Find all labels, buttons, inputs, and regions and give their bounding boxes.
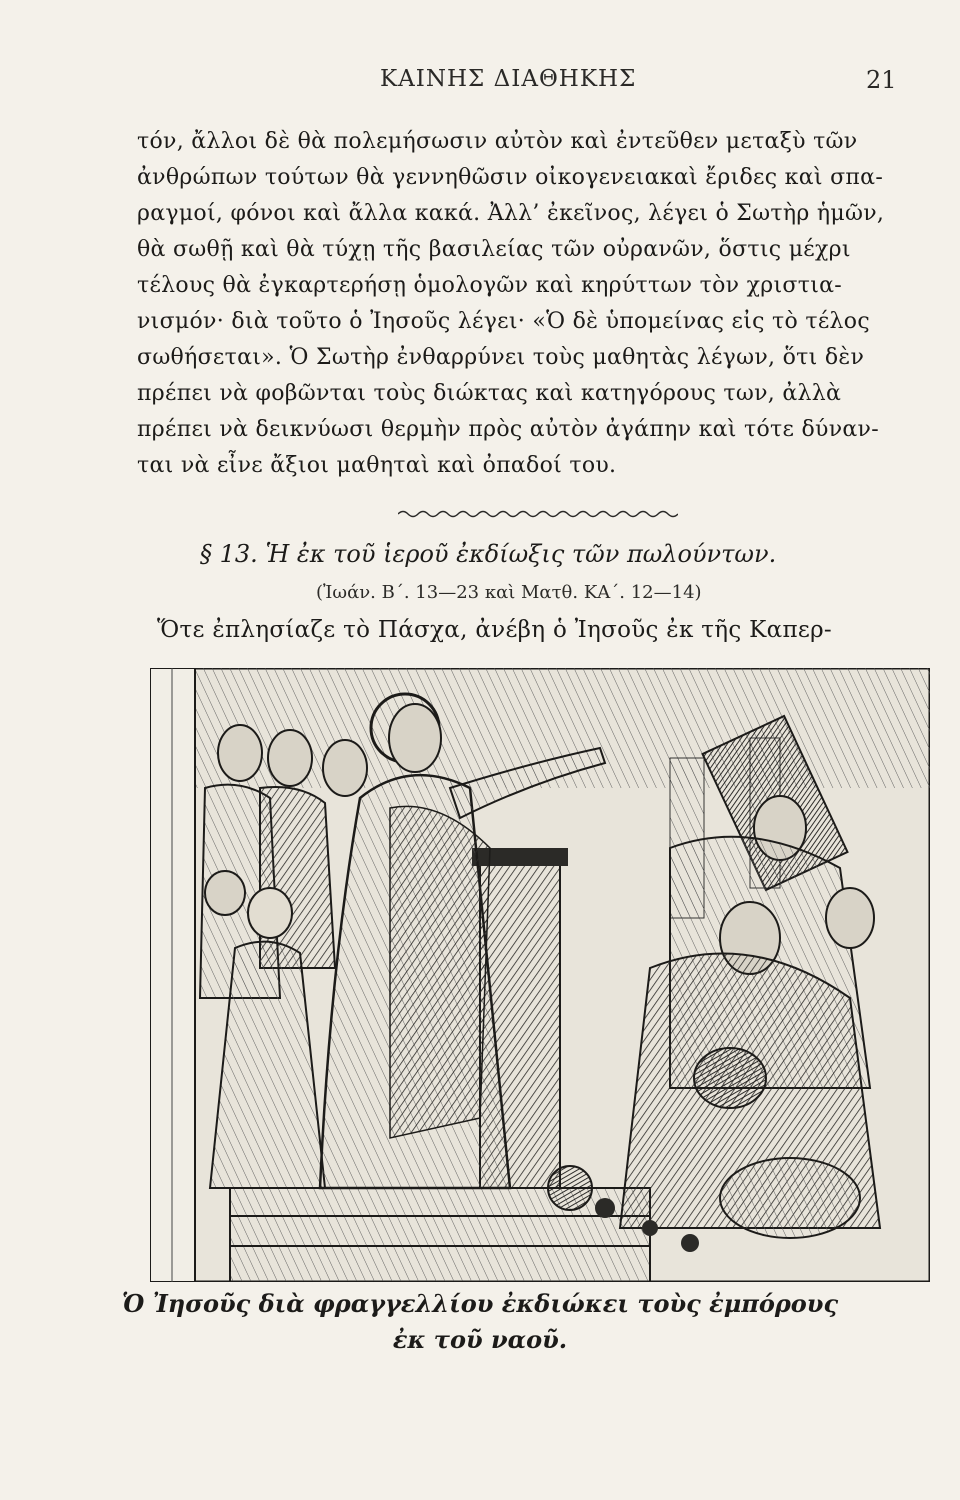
text-line: πρέπει νὰ δεικνύωσι θερμὴν πρὸς αὐτὸν ἀγάπην καὶ τότε δύναν- [137,417,879,442]
engraving-cleansing-of-temple [150,668,930,1282]
caption-line-1: Ὁ Ἰησοῦς διὰ φραγγελλίου ἐκδιώκει τοὺς ἐμπόρους [121,1289,839,1318]
text-line: ραγμοί, φόνοι καὶ ἄλλα κακά. Ἀλλ’ ἐκεῖνος, λέγει ὁ Σωτὴρ ἡμῶν, [137,201,885,226]
section-heading [200,540,776,568]
section-number: § 13. [200,540,258,568]
wavy-divider [398,508,678,520]
section-title: Ἡ ἐκ τοῦ ἱεροῦ ἐκδίωξις τῶν πωλούντων. [265,540,777,568]
text-line: ἀνθρώπων τούτων θὰ γεννηθῶσιν οἰκογενειακαὶ ἔριδες καὶ σπα- [137,165,884,190]
text-line: ται νὰ εἶνε ἄξιοι μαθηταὶ καὶ ὀπαδοί του. [137,453,617,478]
text-line: θὰ σωθῇ καὶ θὰ τύχῃ τῆς βασιλείας τῶν οὐρανῶν, ὅστις μέχρι [137,237,851,262]
text-line: νισμόν· διὰ τοῦτο ὁ Ἰησοῦς λέγει· «Ὁ δὲ ὑπομείνας εἰς τὸ τέλος [137,309,870,334]
body-paragraph [137,124,937,484]
text-line: σωθήσεται». Ὁ Σωτὴρ ἐνθαρρύνει τοὺς μαθητὰς λέγων, ὅτι δὲν [137,345,865,370]
scripture-reference: (Ἰωάν. Β΄. 13—23 καὶ Ματθ. ΚΑ΄. 12—14) [316,582,702,603]
page-number: 21 [866,66,897,94]
text-line: τόν, ἄλλοι δὲ θὰ πολεμήσωσιν αὐτὸν καὶ ἐντεῦθεν μεταξὺ τῶν [137,129,858,154]
running-title: ΚΑΙΝΗΣ ΔΙΑΘΗΚΗΣ [380,66,637,92]
figure-caption [0,1286,960,1358]
text-line: τέλους θὰ ἐγκαρτερήσῃ ὁμολογῶν καὶ κηρύττων τὸν χριστια- [137,273,843,298]
section-first-line: Ὅτε ἐπλησίαζε τὸ Πάσχα, ἀνέβη ὁ Ἰησοῦς ἐκ τῆς Καπερ- [157,617,832,643]
caption-line-2: ἐκ τοῦ ναοῦ. [392,1325,568,1354]
text-line: πρέπει νὰ φοβῶνται τοὺς διώκτας καὶ κατηγόρους των, ἀλλὰ [137,381,842,406]
